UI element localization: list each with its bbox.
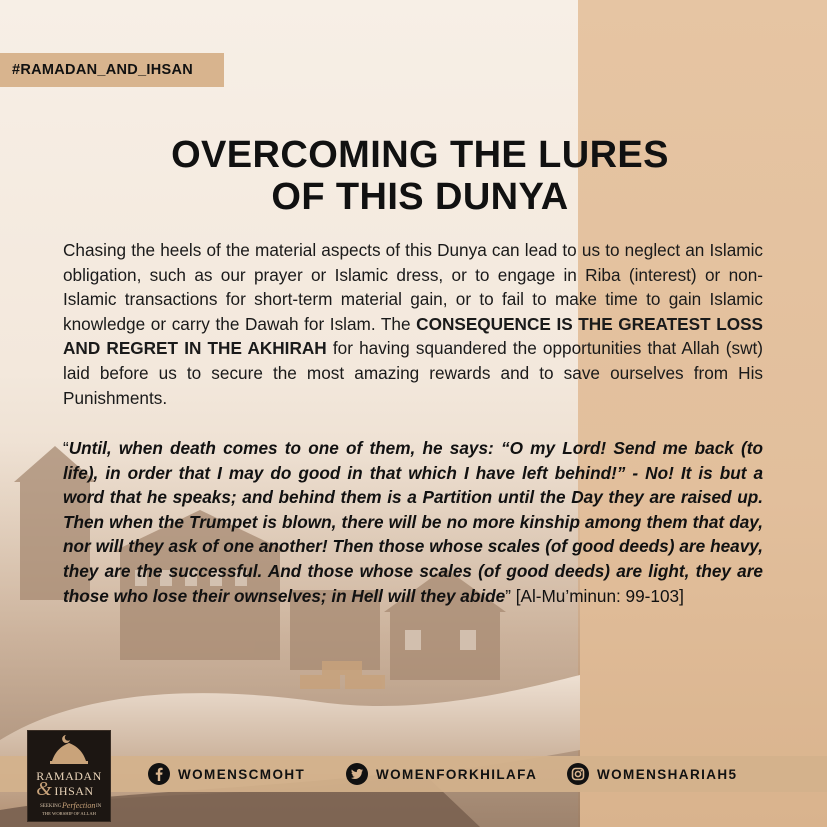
logo-tagline-a: SEEKING [40, 804, 62, 809]
logo-ampersand: & [36, 778, 52, 800]
paragraph-part-1: Chasing the heels of the material aspects of this Dunya can lead to us to neglect an Islamic obligation, such as our prayer or Islamic dress, or to engage in Riba (interest) or non-Islamic transactions for short-term material gain, or to fail to make time to gain Islamic knowledge or carry the Dawah for Islam. The [63, 240, 763, 334]
ramadan-ihsan-logo [27, 730, 111, 822]
instagram-icon [567, 763, 589, 785]
quote-close-mark: ” [505, 585, 511, 606]
title-line-1: OVERCOMING THE LURES [171, 134, 669, 176]
twitter-icon [346, 763, 368, 785]
quote-text: Until, when death comes to one of them, he says: “O my Lord! Send me back (to life), in order that I may do good in that which I have left behind!” - No! It is but a word that he speaks; and behind them is a Partition until the Day they are raised up. Then when the Trumpet is blown, there will be no more kinship among them that day, nor will they ask of one another! Then those whose scales (of good deeds) are heavy, they are the successful. And those whose scales (of good deeds) are light, they are those who lose their ownselves; in Hell will they abide [63, 438, 763, 606]
facebook-handle[interactable]: WOMENSCMOHT [178, 766, 306, 782]
logo-text-ramadan: RAMADAN [36, 769, 102, 783]
quran-quote [63, 436, 763, 608]
title-line-2: OF THIS DUNYA [271, 176, 569, 218]
paragraph-bold-emphasis: CONSEQUENCE IS THE GREATEST LOSS AND REGRET IN THE AKHIRAH [63, 313, 763, 359]
body-paragraph [63, 238, 763, 410]
logo-graphic [28, 731, 110, 821]
instagram-handle[interactable]: WOMENSHARIAH5 [597, 766, 738, 782]
paragraph-part-2: for having squandered the opportunities that Allah (swt) laid before us to secure the most amazing rewards and to save ourselves from His Punishments. [63, 338, 763, 408]
logo-text-ihsan: IHSAN [54, 784, 94, 798]
quote-open-mark: “ [63, 438, 69, 458]
social-facebook[interactable] [148, 763, 305, 785]
social-twitter[interactable] [346, 763, 537, 785]
page-title [0, 134, 827, 218]
logo-tagline-script: Perfection [62, 801, 96, 810]
logo-tagline-b: IN [96, 804, 102, 809]
hashtag-label: #RAMADAN_AND_IHSAN [0, 53, 224, 87]
twitter-handle[interactable]: WOMENFORKHILAFA [376, 766, 538, 782]
facebook-icon [148, 763, 170, 785]
logo-tagline-c: THE WORSHIP OF ALLAH [42, 811, 96, 816]
quote-reference: [Al-Mu’minun: 99-103] [510, 585, 684, 606]
social-instagram[interactable] [567, 763, 737, 785]
